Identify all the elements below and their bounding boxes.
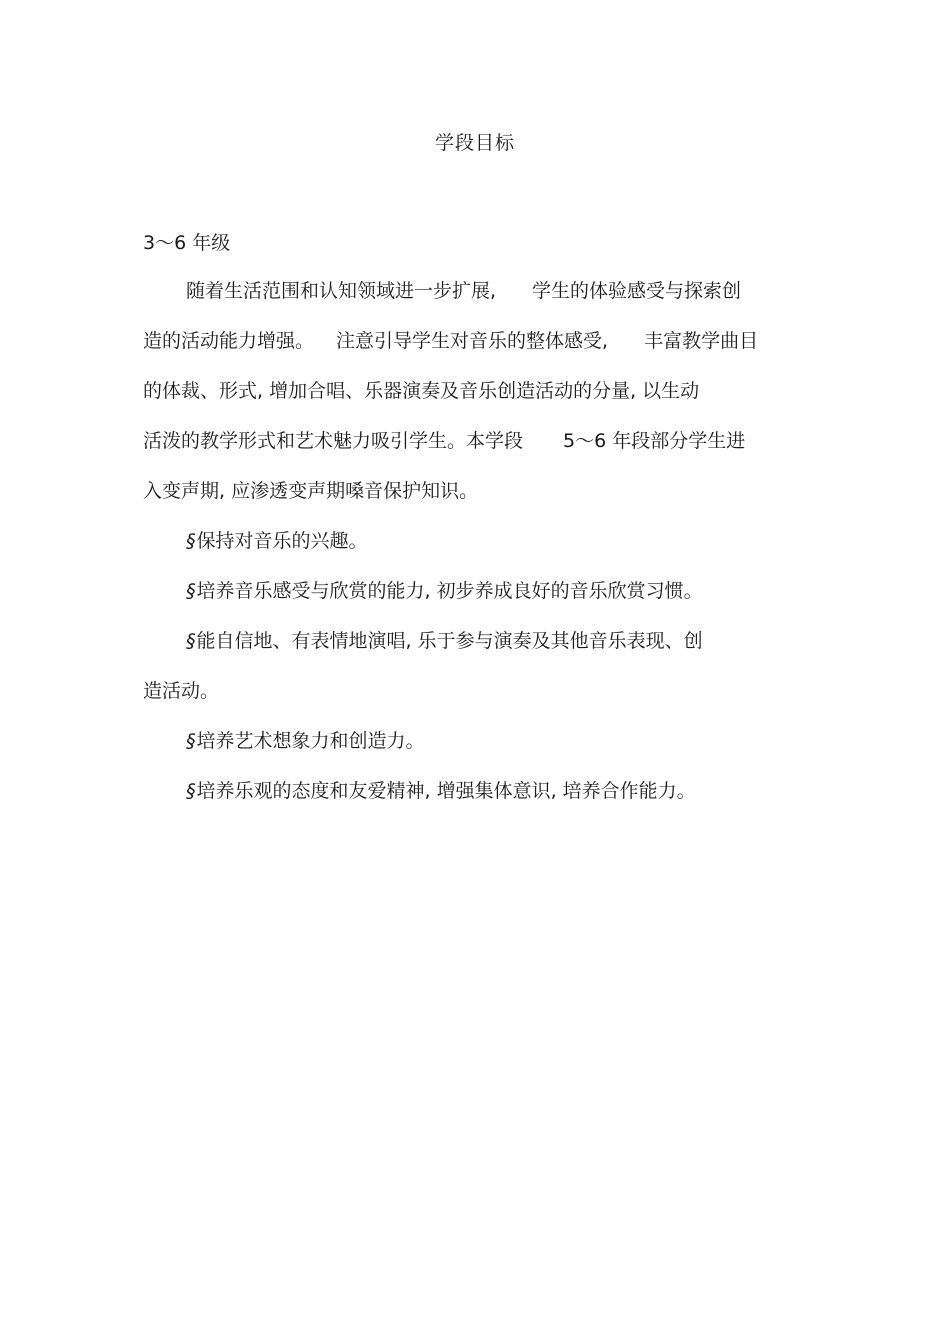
goal-item bbox=[186, 779, 696, 803]
section-mark-icon: § bbox=[186, 780, 196, 802]
intro-line-2-part-a: 造的活动能力增强。 bbox=[143, 330, 315, 352]
intro-line-3: 的体裁、形式, 增加合唱、乐器演奏及音乐创造活动的分量, 以生动 bbox=[143, 380, 700, 402]
intro-line-2-part-c: 丰富教学曲目 bbox=[644, 330, 759, 352]
goal-text: 培养音乐感受与欣赏的能力, 初步养成良好的音乐欣赏习惯。 bbox=[196, 580, 703, 602]
section-mark-icon: § bbox=[186, 580, 196, 602]
goal-item bbox=[186, 579, 703, 603]
intro-line-5: 入变声期, 应渗透变声期嗓音保护知识。 bbox=[143, 480, 479, 502]
goal-item bbox=[186, 629, 703, 653]
grade-heading: 3～6 年级 bbox=[143, 232, 231, 254]
goal-text: 培养乐观的态度和友爱精神, 增强集体意识, 培养合作能力。 bbox=[196, 780, 696, 802]
intro-line-4-part-a: 活泼的教学形式和艺术魅力吸引学生。本学段 bbox=[143, 430, 524, 452]
goal-item bbox=[186, 529, 368, 553]
page-title: 学段目标 bbox=[434, 132, 515, 154]
intro-line-1-part-b: 学生的体验感受与探索创 bbox=[532, 280, 742, 302]
section-mark-icon: § bbox=[186, 530, 196, 552]
goal-text: 培养艺术想象力和创造力。 bbox=[196, 730, 425, 752]
goal-text: 保持对音乐的兴趣。 bbox=[196, 530, 368, 552]
goal-text: 能自信地、有表情地演唱, 乐于参与演奏及其他音乐表现、创 bbox=[196, 630, 703, 652]
intro-line-2-part-b: 注意引导学生对音乐的整体感受, bbox=[336, 330, 609, 352]
intro-line-2 bbox=[143, 329, 758, 353]
goal-item bbox=[186, 729, 425, 753]
section-mark-icon: § bbox=[186, 730, 196, 752]
intro-line-1-part-a: 随着生活范围和认知领域进一步扩展, bbox=[186, 280, 497, 302]
section-mark-icon: § bbox=[186, 630, 196, 652]
goal-text-continuation: 造活动。 bbox=[143, 680, 220, 702]
intro-line-1 bbox=[186, 279, 741, 303]
intro-line-4-part-b: 5～6 年段部分学生进 bbox=[563, 430, 746, 452]
intro-line-4 bbox=[143, 429, 745, 453]
